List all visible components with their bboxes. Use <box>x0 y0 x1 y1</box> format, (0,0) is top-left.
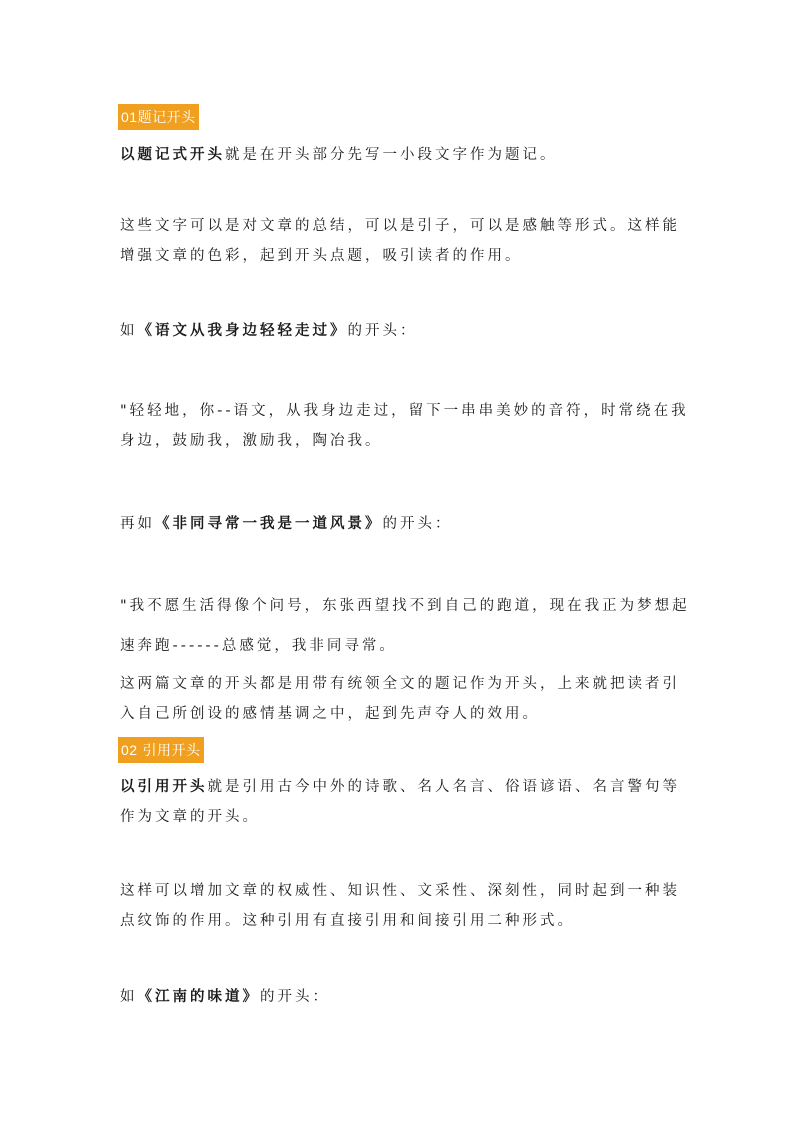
summary-line: 入自己所创设的感情基调之中，起到先声夺人的效用。 <box>120 706 540 722</box>
paragraph-line: 点纹饰的作用。这种引用有直接引用和间接引用二种形式。 <box>120 913 575 929</box>
example-title: 《非同寻常一我是一道风景》 <box>155 516 383 532</box>
section-tag-title: 题记开头 <box>137 110 196 126</box>
section-tag-number: 01 <box>121 109 138 125</box>
paragraph-line: 这样可以增加文章的权威性、知识性、文采性、深刻性，同时起到一种装 <box>120 883 680 899</box>
quote-line: "我不愿生活得像个问号，东张西望找不到自己的跑道，现在我正为梦想起 <box>120 598 690 614</box>
summary-line: 这两篇文章的开头都是用带有统领全文的题记作为开头，上来就把读者引 <box>120 676 680 692</box>
intro-text: 就是引用古今中外的诗歌、名人名言、俗语谚语、名言警句等 <box>207 779 680 795</box>
section-tag-number: 02 <box>121 742 138 758</box>
intro-text: 就是在开头部分先写一小段文字作为题记。 <box>225 147 558 163</box>
section-tag-1 <box>118 104 199 130</box>
section-tag-2 <box>118 737 204 763</box>
example-title: 《语文从我身边轻轻走过》 <box>137 323 348 339</box>
example-suffix: 的开头： <box>347 323 418 339</box>
example-prefix: 如 <box>120 989 138 1005</box>
example-suffix: 的开头： <box>382 516 453 532</box>
example-heading <box>120 514 453 534</box>
example-prefix: 再如 <box>120 516 155 532</box>
example-suffix: 的开头： <box>260 989 330 1005</box>
paragraph-line: 作为文章的开头。 <box>120 809 260 825</box>
example-heading <box>120 987 330 1007</box>
section-tag-title: 引用开头 <box>142 743 201 759</box>
paragraph-line: 这些文字可以是对文章的总结，可以是引子，可以是感触等形式。这样能 <box>120 218 680 234</box>
example-prefix: 如 <box>120 323 138 339</box>
intro-bold-term: 以引用开头 <box>120 779 208 795</box>
paragraph-line: 增强文章的色彩，起到开头点题，吸引读者的作用。 <box>120 248 523 264</box>
quote-line: 速奔跑------总感觉，我非同寻常。 <box>120 638 397 654</box>
example-title: 《江南的味道》 <box>137 989 260 1005</box>
quote-line: 身边，鼓励我，激励我，陶冶我。 <box>120 433 383 449</box>
section1-intro <box>120 145 558 165</box>
quote-line: "轻轻地，你--语文，从我身边走过，留下一串串美妙的音符，时常绕在我 <box>120 403 689 419</box>
section2-intro <box>120 777 680 797</box>
example-heading <box>120 321 418 341</box>
intro-bold-term: 以题记式开头 <box>120 147 225 163</box>
